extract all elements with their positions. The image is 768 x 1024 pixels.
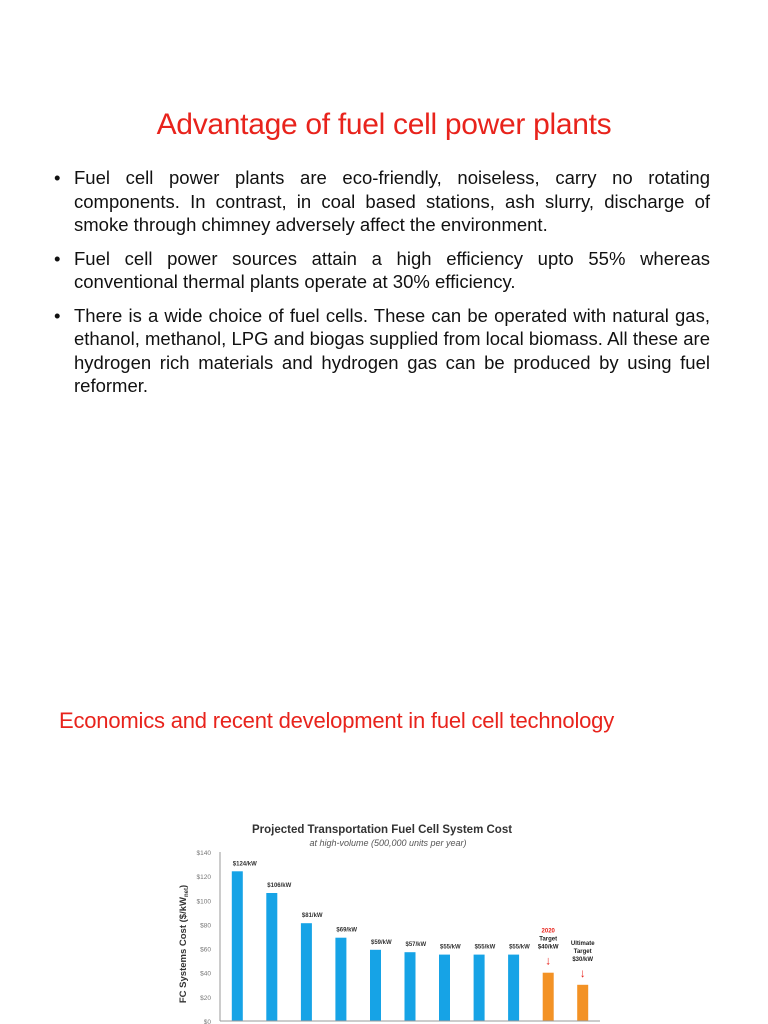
y-tick-label: $100 — [196, 898, 211, 906]
target-label-line: Ultimate — [570, 940, 595, 947]
bar-value-label: $55/kW — [440, 944, 461, 951]
cost-bar — [335, 938, 346, 1021]
y-tick-label: $140 — [196, 850, 211, 857]
bullet-dot: • — [54, 304, 61, 326]
y-axis-label-sub: net — [184, 888, 190, 898]
section-title: Economics and recent development in fuel cell technology — [59, 708, 615, 733]
cost-bar — [474, 955, 485, 1021]
slide-title: Advantage of fuel cell power plants — [156, 108, 612, 141]
bar-value-label: $69/kW — [336, 927, 358, 934]
cost-bar — [266, 893, 277, 1021]
cost-bar — [508, 955, 519, 1021]
target-bar — [543, 973, 554, 1021]
target-label-line: Target — [539, 936, 558, 943]
bar-value-label: $106/kW — [267, 883, 292, 889]
bullet-item — [54, 166, 710, 237]
bullet-item — [54, 304, 710, 398]
cost-bar — [370, 950, 381, 1021]
y-tick-label: $60 — [200, 946, 211, 954]
chart-title: Projected Transportation Fuel Cell System Cost — [251, 824, 513, 836]
bar-value-label: $57/kW — [405, 942, 427, 949]
target-label-line: Target — [573, 948, 592, 955]
y-tick-label: $40 — [200, 970, 211, 978]
target-arrow: ↓ — [545, 953, 552, 968]
target-label-line: 2020 — [541, 928, 555, 935]
bullet-text: There is a wide choice of fuel cells. These can be operated with natural gas, ethanol, methanol, LPG and biogas supplied from local biomass. All these are hydrogen rich materials and hydrogen gas can be produced by using fuel reformer. — [74, 304, 710, 396]
target-bar — [577, 985, 588, 1021]
y-axis-label — [178, 885, 190, 1003]
y-tick-label: $20 — [200, 994, 211, 1002]
bullet-dot: • — [54, 247, 61, 269]
cost-bar — [232, 871, 243, 1021]
bullet-text: Fuel cell power sources attain a high efficiency upto 55% whereas conventional thermal plants operate at 30% efficiency. — [74, 247, 710, 292]
bar-value-label: $55/kW — [474, 944, 496, 951]
y-axis-ticks — [197, 850, 212, 1024]
fuel-cell-cost-chart — [160, 816, 608, 1024]
y-tick-label: $0 — [203, 1019, 211, 1024]
bullet-item — [54, 247, 710, 294]
y-axis-label-close: ) — [178, 884, 189, 889]
target-arrow: ↓ — [579, 965, 586, 980]
y-tick-label: $120 — [196, 874, 211, 882]
bar-value-label: $124/kW — [232, 861, 257, 868]
bar-value-label: $81/kW — [301, 913, 323, 920]
bullet-dot: • — [54, 167, 61, 188]
cost-bar — [301, 923, 312, 1021]
cost-bar — [439, 955, 450, 1021]
bar-labels — [233, 861, 530, 950]
y-axis-label-main: FC Systems Cost ($/kW — [178, 897, 189, 1004]
bullet-text: Fuel cell power plants are eco-friendly, noiseless, carry no rotating components. In contrast, in coal based stations, ash slurry, discharge of smoke through chimney adversely affect the environment. — [74, 167, 710, 235]
bullet-list — [54, 166, 710, 408]
bar-value-label: $59/kW — [371, 939, 392, 946]
chart-subtitle: at high-volume (500,000 units per year) — [309, 838, 467, 848]
target-label-line: $30/kW — [572, 956, 594, 963]
y-tick-label: $80 — [200, 922, 211, 930]
target-annotations — [538, 929, 595, 980]
target-label-line: $40/kW — [537, 944, 559, 951]
bar-value-label: $55/kW — [509, 944, 530, 951]
cost-bar — [405, 952, 416, 1021]
